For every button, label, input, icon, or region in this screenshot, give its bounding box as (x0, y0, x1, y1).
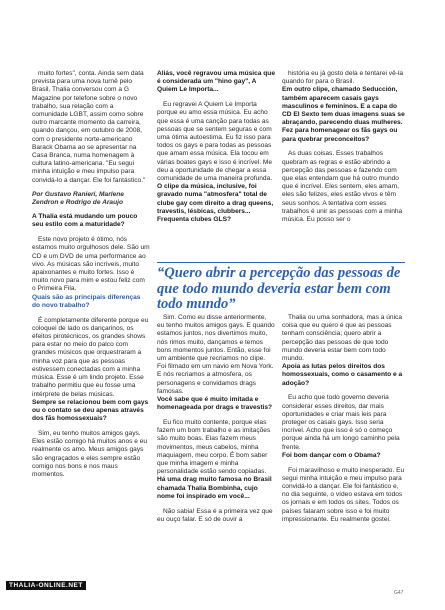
answer-bombinha: Não sabia! Essa é a primeira vez que eu ouço falar. E só de ouvir a (157, 507, 273, 523)
site-watermark: THALIA-ONLINE.NET (6, 581, 86, 590)
answer-clipe: Sim. Como eu disse anteriormente, eu tenho muitos amigos gays. E quando estamos juntos, nos divertimos muito, nós rimos muito, dançamos e temos bons momentos juntos. Então, esse foi um ambiente que recriamos no clipe. Foi filmado em um navio em Nova York. E nós recriamos a atmosfera, os personagens e convidamos drags famosas. (157, 314, 275, 395)
question-obama: Foi bom dançar com o Obama? (282, 451, 381, 459)
answer-drags: Eu fico muito contente, porque elas fazem um bom trabalho e as imitações são muito boas. Elas fazem meus movimentos, meus cabelos, minha maquiagem, meu corpo. É bom saber que minha imagem e minha personalidade estão sendo copiadas. (157, 419, 271, 476)
question-1: A Thalia está mudando um pouco seu estilo com a maturidade? (32, 213, 138, 229)
question-seduccion: Em outro clipe, chamado Seducción, também aparecem casais gays masculinos e femininos. E a capa do CD El Sexto tem duas imagens suas se abraçando, parecendo duas mulheres. Fez para homenagear os fãs gays ou para quebrar preconceitos? (282, 86, 405, 143)
column-2-top (157, 70, 275, 280)
answer-obama: Foi maravilhoso e muito inesperado. Eu segui minha intuição e meu impulso para convidá-lo a dançar. Ele foi fantástico e, no dia seguinte, o vídeo estava em todos os jornais e em todos os sites. Todos os países falaram sobre isso e foi muito impressionante. Eu realmente gostei. (282, 466, 405, 523)
answer-3: Sim, eu tenho muitos amigos gays. Eles estão comigo há muitos anos e eu realmente os amo. Meus amigos gays são engraçados e eles sempre estão comigo nos bons e nos maus momentos. (32, 429, 148, 478)
page-number: G47 (394, 590, 404, 596)
question-hino-gay: Aliás, você regravou uma música que é considerada um "hino gay", A Quiem Le Importa... (157, 70, 275, 94)
question-direitos: Apoia as lutas pelos direitos dos homossexuais, como o casamento e a adoção? (282, 363, 403, 387)
column-3-top (282, 70, 405, 270)
question-clipe: O clipe da música, inclusive, foi gravado numa "atmosfera" total de clube gay com direito a drag queens, travestis, lésbicas, clubbers... Frequenta clubes GLS? (157, 183, 274, 224)
pull-quote: “Quero abrir a percepção das pessoas de que todo mundo deveria estar bem com todo mundo” (157, 262, 405, 313)
answer-1: Este novo projeto é ótimo, nós estamos muito orgulhosos dele. São um CD e um DVD de uma performance ao vivo. As músicas são incríveis, muito apaixonantes e muito fortes. Isso é muito novo para mim e estou feliz com o Primeira Fila. (32, 236, 150, 293)
question-2: Quais são as principais diferenças do novo trabalho? (32, 293, 141, 309)
question-bombinha: Há uma drag muito famosa no Brasil chamada Thalia Bombinha, cujo nome foi inspirado em você... (157, 476, 272, 500)
continued-text: história eu já gosto dela e tentarei vê-la quando for para o Brasil. (282, 70, 404, 86)
intro-paragraph: muito fortes", conta. Ainda sem data prevista para uma nova turnê pelo Brasil, Thalia conversou com a G Magazine por telefone sobre o novo trabalho, sua relação com a comunidade LGBT, assim como sobre outro marcante momento da carreira, quando dançou, em outubro de 2008, com o presidente norte-americano Barack Obama ao se apresentar na Casa Branca, numa homenagem à cultura latino-americana. "Eu segui minha intuição e meu impulso para convidá-lo a dançar. Ele foi fantástico." (32, 70, 146, 184)
answer-percepcao: Thalia ou uma sonhadora, mas a única coisa que eu quero é que as pessoas tenham consciência; quero abrir a percepção das pessoas de que todo mundo deveria estar bem com todo mundo. (282, 314, 402, 363)
answer-seduccion: As duas coisas. Esses trabalhos quebram as regras e estão abrindo a percepção das pessoas e fazendo com que elas entendam que há outro mundo que é incrível. Eles sentem, eles amam, eles são felizes, eles estão vivos e têm seus sonhos. A tentativa com esses trabalhos é unir as pessoas com a minha música. Eu posso ser o (282, 150, 403, 224)
answer-2: É completamente diferente porque eu coloquei de lado os dançarinos, os efeitos pirotécnicos, os grandes shows para estar no meio do palco com grandes músicos que orquestraram a minha voz para que as pessoas estivessem conectadas com a minha música. Esse é um lindo projeto. Esse trabalho permitiu que eu fosse uma intérprete de belas músicas. (32, 316, 149, 398)
answer-direitos: Eu acho que todo governo deveria considerar esses direitos, dar mais oportunidades e criar mais leis para proteger os casais gays. Isso seria incrível. Acho que isso é só o começo porque ainda há um longo caminho pela frente. (282, 394, 400, 451)
column-3-bottom (282, 314, 405, 564)
column-2-bottom (157, 314, 275, 584)
answer-hino-gay: Eu regravei A Quiem Le Importa porque eu amo essa música. Eu acho que essa é uma canção para todas as pessoas que se sentem seguras e com uma ótima autoestima. Eu fiz isso para todos os gays e para todas as pessoas que amam essa música. Ela tocou em várias boates gays e isso é incrível. Me deu a oportunidade de chegar a essa comunidade de uma maneira profunda. (157, 101, 273, 183)
question-drags: Você sabe que é muito imitada e homenageada por drags e travestis? (157, 396, 273, 412)
column-1 (32, 70, 150, 570)
question-3: Sempre se relacionou bem com gays ou o contato se deu apenas através dos fãs homossexuais? (32, 398, 149, 423)
author-credits: Por Gustavo Ranieri, Marlene Zendron e Rodrigo de Araujo (32, 190, 124, 207)
